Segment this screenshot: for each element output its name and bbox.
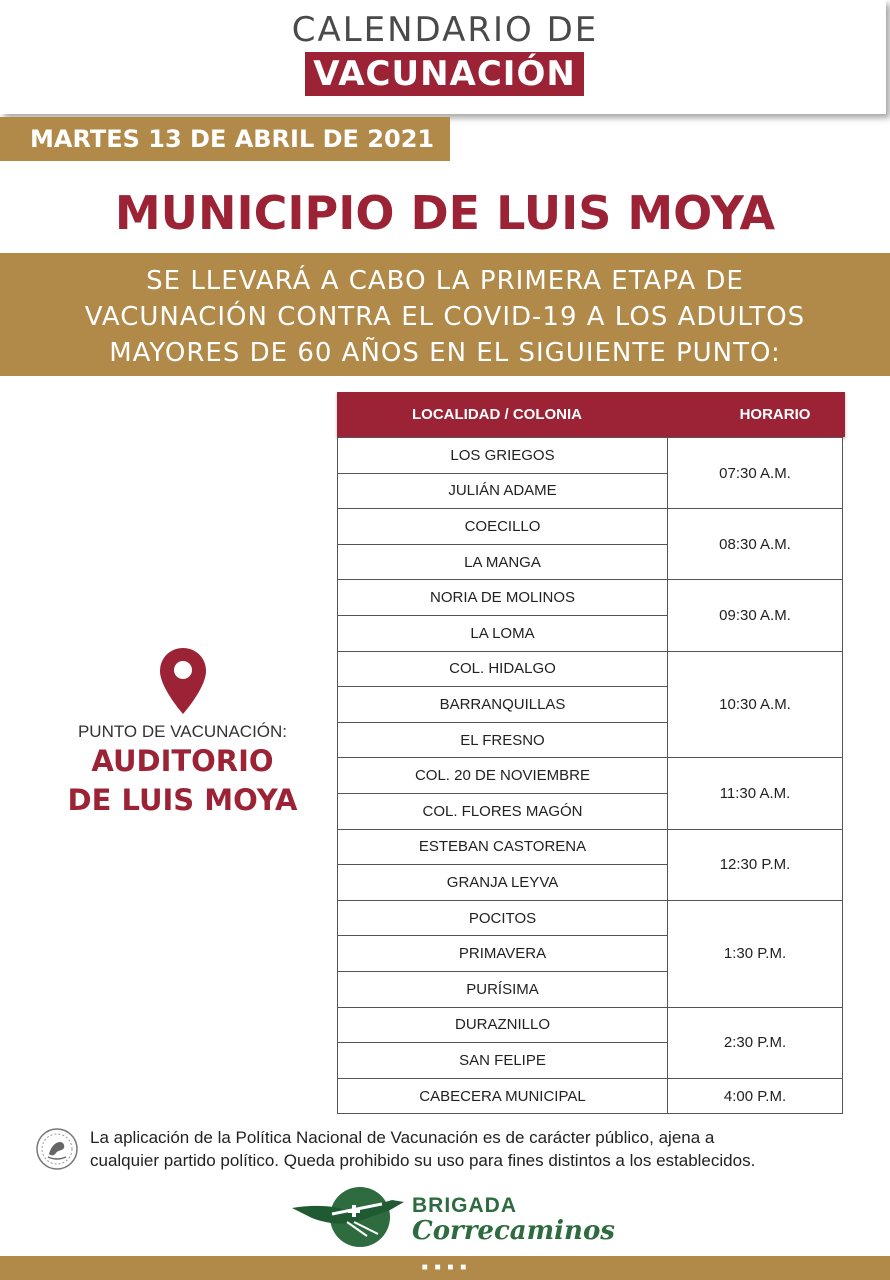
- table-cell-localidad: LOS GRIEGOS: [337, 437, 668, 474]
- roadrunner-logo-icon: [292, 1184, 407, 1255]
- municipio-title: MUNICIPIO DE LUIS MOYA: [114, 186, 776, 240]
- location-name: [0, 742, 365, 820]
- table-cell-localidad: DURAZNILLO: [337, 1007, 668, 1044]
- table-cell-localidad: JULIÁN ADAME: [337, 473, 668, 510]
- youtube-icon[interactable]: ■: [460, 1262, 469, 1273]
- table-cell-localidad: SAN FELIPE: [337, 1042, 668, 1079]
- brand-name-bottom: Correcaminos: [412, 1216, 615, 1246]
- table-cell-localidad: COL. 20 DE NOVIEMBRE: [337, 757, 668, 794]
- map-pin-icon: [160, 648, 206, 719]
- calendar-title-line2: VACUNACIÓN: [313, 54, 576, 94]
- table-cell-horario: 12:30 P.M.: [667, 829, 843, 901]
- announcement-text: [20, 263, 870, 371]
- table-cell-horario: 2:30 P.M.: [667, 1007, 843, 1079]
- table-cell-localidad: PRIMAVERA: [337, 935, 668, 972]
- column-header-horario: HORARIO: [739, 406, 811, 423]
- table-cell-horario: 10:30 A.M.: [667, 651, 843, 759]
- disclaimer-line-1: La aplicación de la Política Nacional de Vacunación es de carácter público, ajena a: [90, 1128, 715, 1147]
- table-cell-localidad: EL FRESNO: [337, 722, 668, 759]
- disclaimer-text: [90, 1126, 860, 1172]
- table-cell-localidad: POCITOS: [337, 900, 668, 937]
- social-icons: [0, 1262, 890, 1273]
- government-seal-icon: [36, 1128, 78, 1175]
- announcement-line-3: MAYORES DE 60 AÑOS EN EL SIGUIENTE PUNTO:: [109, 338, 781, 368]
- disclaimer-line-2: cualquier partido político. Queda prohibido su uso para fines distintos a los establecidos.: [90, 1151, 756, 1170]
- table-cell-horario: 11:30 A.M.: [667, 757, 843, 829]
- table-cell-localidad: PURÍSIMA: [337, 971, 668, 1008]
- table-cell-localidad: ESTEBAN CASTORENA: [337, 829, 668, 866]
- table-cell-horario: 1:30 P.M.: [667, 900, 843, 1008]
- table-cell-localidad: BARRANQUILLAS: [337, 686, 668, 723]
- table-cell-localidad: LA LOMA: [337, 615, 668, 652]
- table-cell-localidad: LA MANGA: [337, 544, 668, 581]
- instagram-icon[interactable]: ■: [447, 1262, 456, 1273]
- calendar-title-line1: CALENDARIO DE: [291, 10, 599, 50]
- date-text: MARTES 13 DE ABRIL DE 2021: [30, 125, 435, 153]
- announcement-line-2: VACUNACIÓN CONTRA EL COVID-19 A LOS ADULTOS: [84, 302, 806, 332]
- table-cell-horario: 4:00 P.M.: [667, 1078, 843, 1115]
- table-cell-localidad: GRANJA LEYVA: [337, 864, 668, 901]
- location-name-line-1: AUDITORIO: [91, 744, 274, 778]
- table-cell-localidad: COL. FLORES MAGÓN: [337, 793, 668, 830]
- table-cell-horario: 08:30 A.M.: [667, 508, 843, 580]
- location-label: PUNTO DE VACUNACIÓN:: [77, 722, 288, 741]
- table-cell-horario: 09:30 A.M.: [667, 579, 843, 651]
- location-name-line-2: DE LUIS MOYA: [67, 783, 298, 817]
- twitter-icon[interactable]: ■: [434, 1262, 443, 1273]
- table-cell-localidad: COECILLO: [337, 508, 668, 545]
- brand-name-top: BRIGADA: [412, 1194, 517, 1217]
- table-cell-localidad: COL. HIDALGO: [337, 651, 668, 688]
- announcement-line-1: SE LLEVARÁ A CABO LA PRIMERA ETAPA DE: [146, 266, 744, 296]
- table-cell-horario: 07:30 A.M.: [667, 437, 843, 509]
- column-header-localidad: LOCALIDAD / COLONIA: [412, 406, 582, 423]
- table-cell-localidad: NORIA DE MOLINOS: [337, 579, 668, 616]
- table-cell-localidad: CABECERA MUNICIPAL: [337, 1078, 668, 1115]
- facebook-icon[interactable]: ■: [421, 1262, 430, 1273]
